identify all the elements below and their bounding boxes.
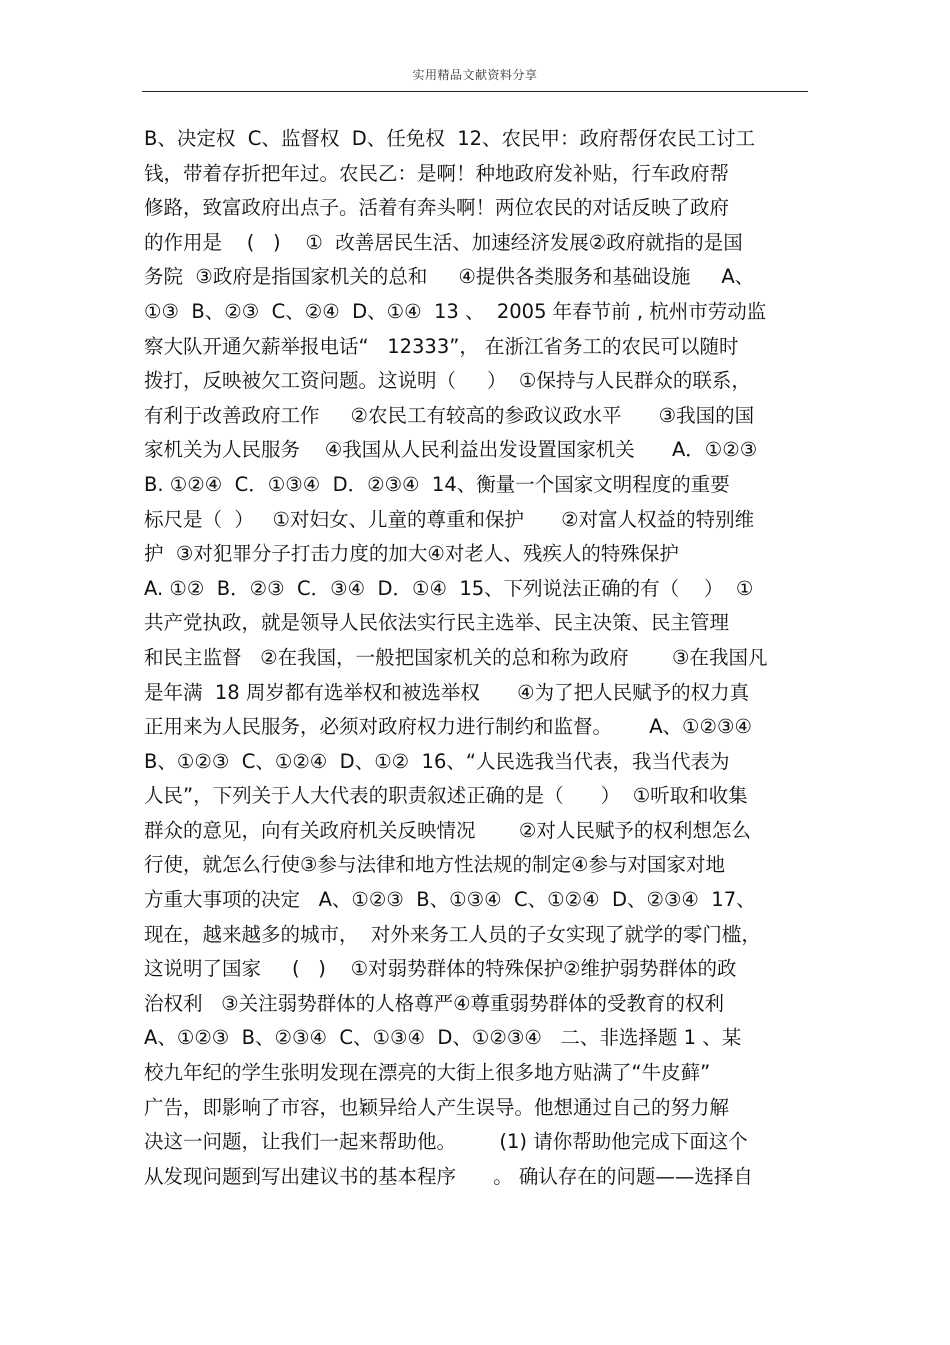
text-line: 修路，致富政府出点子。活着有奔头啊！两位农民的对话反映了政府	[144, 196, 730, 220]
text-line: ①③ B、②③ C、②④ D、①④ 13 、 2005 年春节前 , 杭州市劳动监	[144, 299, 767, 323]
header-divider	[142, 91, 808, 92]
text-line: 护 ③对犯罪分子打击力度的加大④对老人、残疾人的特殊保护	[144, 542, 679, 566]
text-line: 标尺是（ ） ①对妇女、儿童的尊重和保护 ②对富人权益的特别维	[144, 507, 755, 531]
text-line: 察大队开通欠薪举报电话“ 12333”， 在浙江省务工的农民可以随时	[144, 334, 739, 358]
text-line: 人民”，下列关于人大代表的职责叙述正确的是（ ） ①听取和收集	[144, 784, 748, 808]
text-line: 行使，就怎么行使③参与法律和地方性法规的制定④参与对国家对地	[144, 853, 725, 877]
text-line: 正用来为人民服务，必须对政府权力进行制约和监督。 A、①②③④	[144, 715, 752, 739]
page-header: 实用精品文献资料分享	[412, 68, 538, 82]
text-line: 有利于改善政府工作 ②农民工有较高的参政议政水平 ③我国的国	[144, 403, 755, 427]
text-line: A. ①② B．②③ C．③④ D．①④ 15、下列说法正确的有（ ） ①	[144, 576, 754, 600]
text-line: 方重大事项的决定 A、①②③ B、①③④ C、①②④ D、②③④ 17、	[144, 888, 756, 912]
text-line: 务院 ③政府是指国家机关的总和 ④提供各类服务和基础设施 A、	[144, 265, 755, 289]
text-line: 共产党执政，就是领导人民依法实行民主选举、民主决策、民主管理	[144, 611, 730, 635]
text-line: 钱，带着存折把年过。农民乙：是啊！种地政府发补贴，行车政府帮	[144, 161, 730, 185]
text-line: B、决定权 C、监督权 D、任免权 12、农民甲：政府帮伢农民工讨工	[144, 127, 756, 150]
text-line: 拨打，反映被欠工资问题。这说明（ ） ①保持与人民群众的联系，	[144, 369, 751, 393]
text-line: 从发现问题到写出建议书的基本程序 。 确认存在的问题——选择自	[144, 1164, 753, 1188]
text-line: 是年满 18 周岁都有选举权和被选举权 ④为了把人民赋予的权力真	[144, 680, 750, 704]
text-line: 群众的意见，向有关政府机关反映情况 ②对人民赋予的权利想怎么	[144, 818, 751, 842]
text-line: A、①②③ B、②③④ C、①③④ D、①②③④ 二、非选择题 1 、某	[144, 1026, 742, 1050]
text-line: B. ①②④ C．①③④ D．②③④ 14、衡量一个国家文明程度的重要	[144, 472, 730, 496]
text-line: 校九年纪的学生张明发现在漂亮的大街上很多地方贴满了“牛皮藓”	[144, 1061, 711, 1085]
text-line: 和民主监督 ②在我国，一般把国家机关的总和称为政府 ③在我国凡	[144, 645, 768, 669]
text-line: 现在，越来越多的城市， 对外来务工人员的子女实现了就学的零门槛，	[144, 922, 761, 946]
text-line: B、①②③ C、①②④ D、①② 16、“人民选我当代表，我当代表为	[144, 749, 730, 773]
document-body	[144, 122, 824, 1194]
text-line: 治权利 ③关注弱势群体的人格尊严④尊重弱势群体的受教育的权利	[144, 991, 725, 1015]
text-line: 广告，即影响了市容，也颖异给人产生误导。他想通过自己的努力解	[144, 1095, 730, 1119]
text-line: 这说明了国家 ( ) ①对弱势群体的特殊保护②维护弱势群体的政	[144, 957, 737, 981]
text-line: 家机关为人民服务 ④我国从人民利益出发设置国家机关 A．①②③	[144, 438, 758, 462]
text-line: 的作用是 ( ) ① 改善居民生活、加速经济发展②政府就指的是国	[144, 230, 743, 254]
text-line: 决这一问题，让我们一起来帮助他。 (1) 请你帮助他完成下面这个	[144, 1130, 748, 1154]
